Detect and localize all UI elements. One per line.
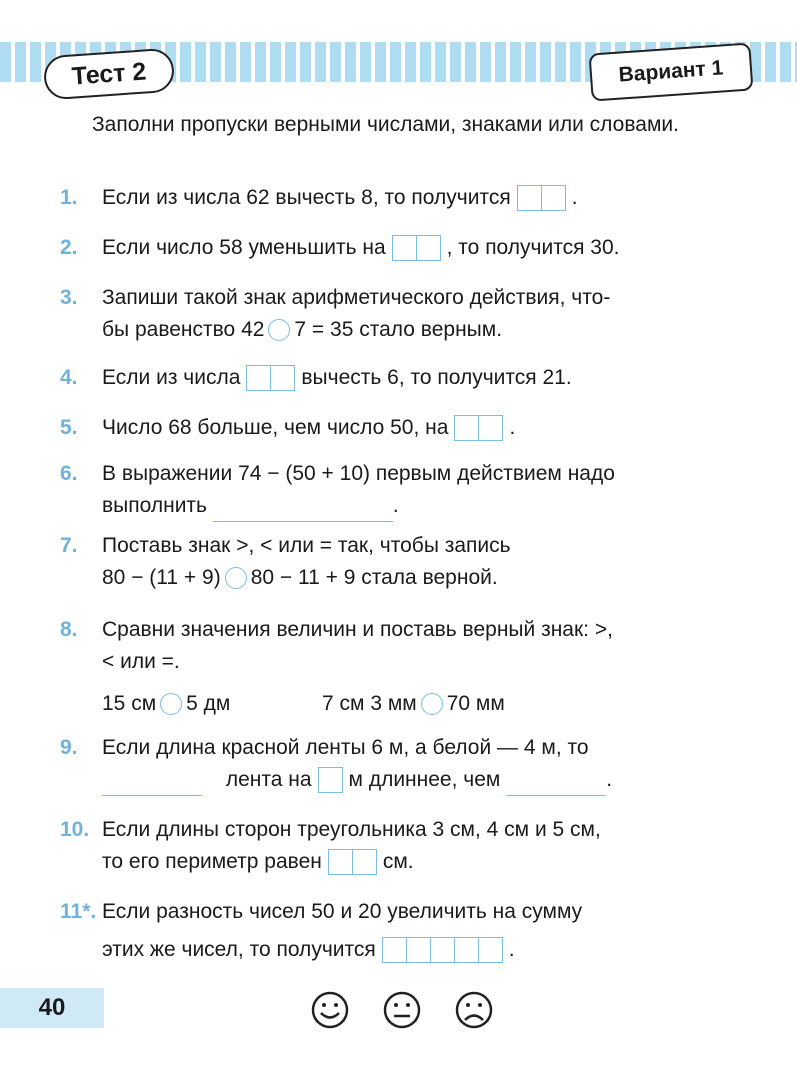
answer-box[interactable] (328, 849, 377, 875)
sign-circle[interactable] (421, 693, 443, 715)
answer-box[interactable] (517, 185, 566, 211)
instructions: Заполни пропуски верными числами, знаками или словами. (92, 113, 679, 136)
sign-circle[interactable] (268, 319, 290, 341)
answer-box[interactable] (454, 415, 503, 441)
answer-box[interactable] (392, 235, 441, 261)
happy-face-icon[interactable] (310, 990, 350, 1030)
sign-circle[interactable] (160, 693, 182, 715)
sign-circle[interactable] (225, 567, 247, 589)
answer-blank[interactable] (213, 499, 393, 522)
page-number: 40 (0, 988, 104, 1028)
answer-box[interactable] (246, 365, 295, 391)
sad-face-icon[interactable] (454, 990, 494, 1030)
answer-blank[interactable] (506, 773, 606, 796)
answer-blank[interactable] (102, 773, 202, 796)
answer-box[interactable] (318, 767, 343, 793)
neutral-face-icon[interactable] (382, 990, 422, 1030)
answer-box[interactable] (382, 937, 503, 963)
test-label: Тест 2 (43, 48, 176, 101)
variant-label: Вариант 1 (589, 42, 754, 101)
